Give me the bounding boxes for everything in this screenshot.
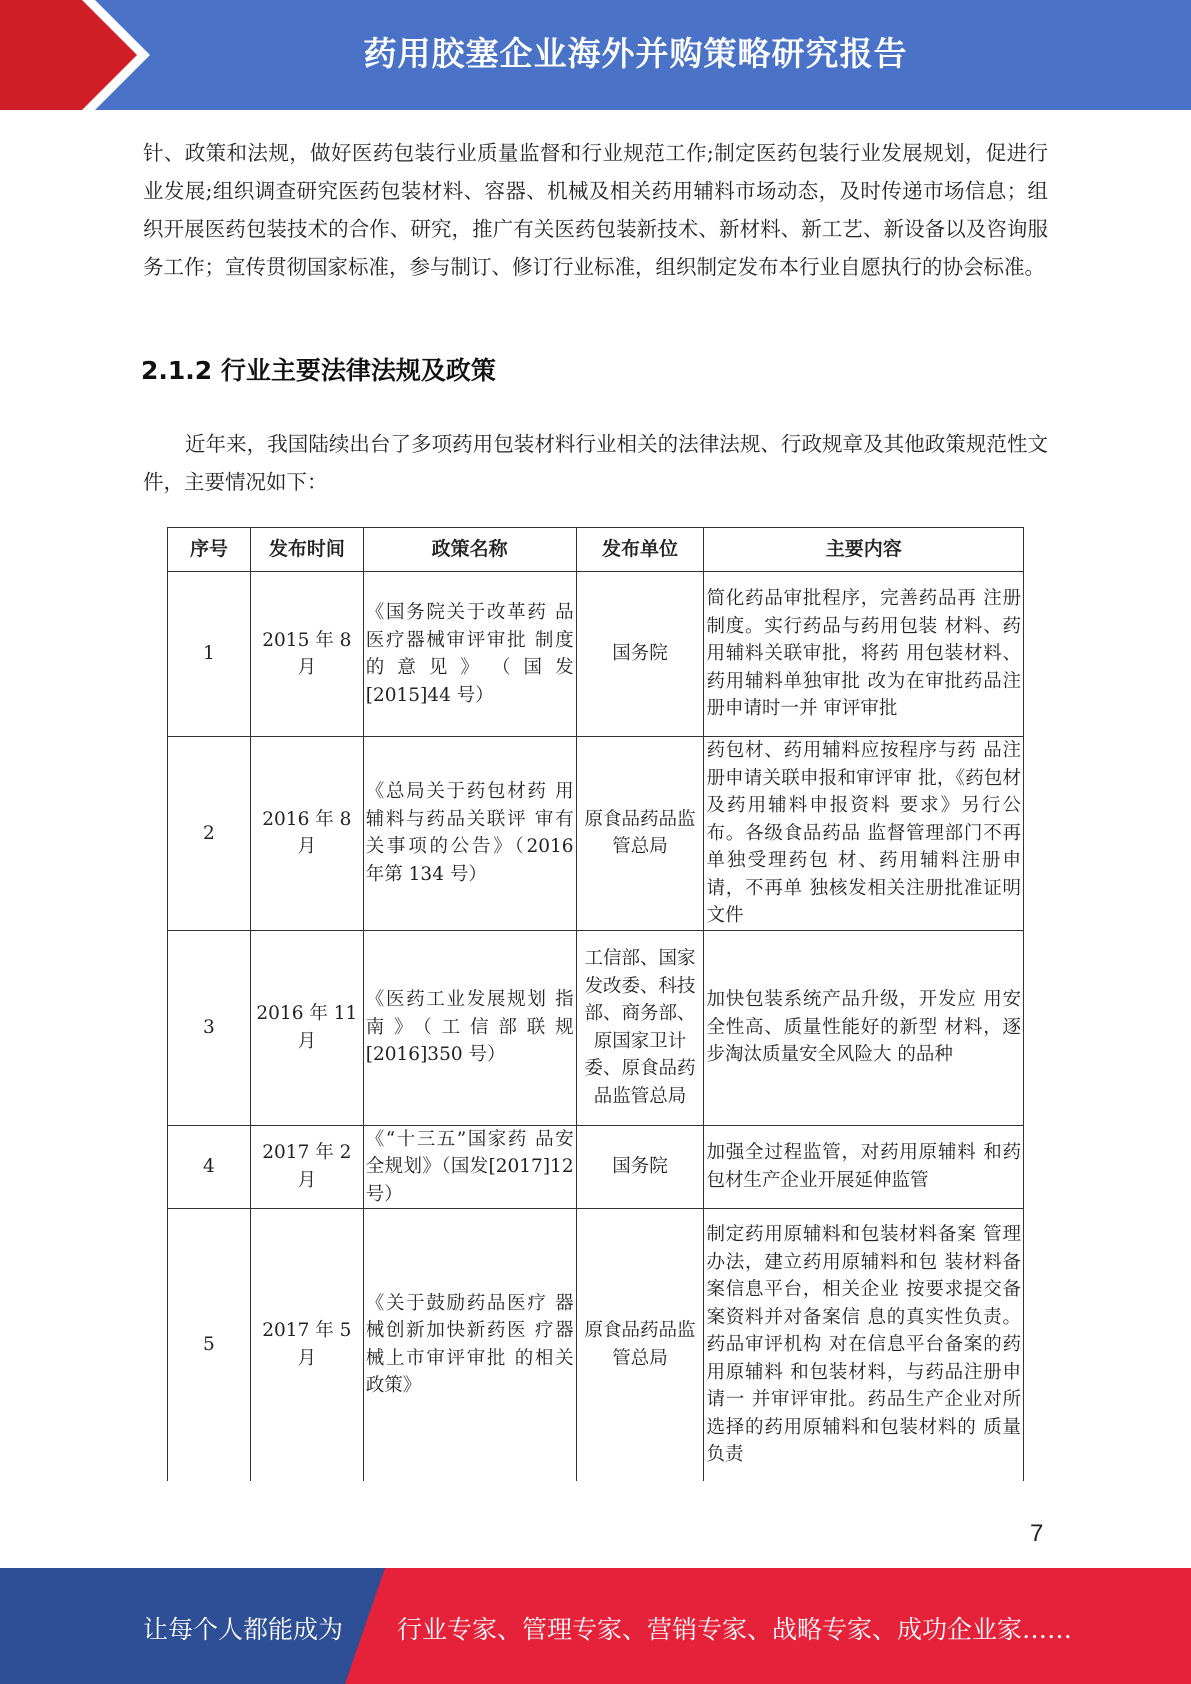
- header-issuer: 发布单位: [576, 528, 704, 572]
- cell-policy-name: 《关于鼓励药品医疗 器械创新加快新药医 疗器械上市审评审批 的相关政策》: [363, 1209, 576, 1481]
- cell-content: 药包材、药用辅料应按程序与药 品注册申请关联申报和审评审 批，《药包材及药用辅料申报资料 要求》另行公布。各级食品药品 监督管理部门不再单独受理药包 材、药用辅料注册申请，不再单 独核发相关注册批准证明文件: [704, 737, 1024, 931]
- section-heading: 2.1.2 行业主要法律法规及政策: [141, 356, 496, 385]
- report-title: 药用胶塞企业海外并购策略研究报告: [363, 34, 908, 73]
- cell-date: 2016 年 8 月: [250, 737, 363, 931]
- cell-issuer: 国务院: [576, 572, 704, 737]
- cell-no: 4: [168, 1125, 251, 1209]
- page-header: [0, 0, 1191, 110]
- cell-date: 2017 年 5 月: [250, 1209, 363, 1481]
- table-row: [168, 1209, 1024, 1481]
- header-no: 序号: [168, 528, 251, 572]
- section-paragraph: 近年来，我国陆续出台了多项药用包装材料行业相关的法律法规、行政规章及其他政策规范性文件，主要情况如下：: [143, 432, 1048, 494]
- policy-table: [167, 527, 1024, 1481]
- cell-policy-name: 《“十三五”国家药 品安全规划》（国发[2017]12 号）: [363, 1125, 576, 1209]
- cell-no: 1: [168, 572, 251, 737]
- cell-issuer: 原食品药品监管总局: [576, 737, 704, 931]
- page-footer: [0, 1568, 1191, 1684]
- cell-content: 加强全过程监管，对药用原辅料 和药包材生产企业开展延伸监管: [704, 1125, 1024, 1209]
- cell-date: 2017 年 2 月: [250, 1125, 363, 1209]
- footer-slogan-left: 让每个人都能成为: [143, 1615, 344, 1644]
- cell-no: 5: [168, 1209, 251, 1481]
- cell-no: 2: [168, 737, 251, 931]
- cell-date: 2016 年 11 月: [250, 930, 363, 1125]
- header-policy-name: 政策名称: [363, 528, 576, 572]
- table-header-row: [168, 528, 1024, 572]
- footer-slogan-right: 行业专家、管理专家、营销专家、战略专家、成功企业家……: [397, 1615, 1073, 1644]
- cell-policy-name: 《医药工业发展规划 指南》（工信部联规[2016]350 号）: [363, 930, 576, 1125]
- cell-content: 加快包装系统产品升级，开发应 用安全性高、质量性能好的新型 材料，逐步淘汰质量安全风险大 的品种: [704, 930, 1024, 1125]
- cell-content: 制定药用原辅料和包装材料备案 管理办法，建立药用原辅料和包 装材料备案信息平台，相关企业 按要求提交备案资料并对备案信 息的真实性负责。药品审评机构 对在信息平台备案的药用原辅料 和包装材料，与药品注册申请一 并审评审批。药品生产企业对所 选择的药用原辅料和包装材料的 质量负责: [704, 1209, 1024, 1481]
- cell-issuer: 工信部、国家发改委、科技部、商务部、原国家卫计委、原食品药品监管总局: [576, 930, 704, 1125]
- header-date: 发布时间: [250, 528, 363, 572]
- page-number: 7: [1030, 1520, 1044, 1547]
- intro-paragraph: 针、政策和法规，做好医药包装行业质量监督和行业规范工作;制定医药包装行业发展规划，促进行业发展;组织调查研究医药包装材料、容器、机械及相关药用辅料市场动态，及时传递市场信息；组织开展医药包装技术的合作、研究，推广有关医药包装新技术、新材料、新工艺、新设备以及咨询服务工作；宣传贯彻国家标准，参与制订、修订行业标准，组织制定发布本行业自愿执行的协会标准。: [143, 141, 1048, 279]
- cell-issuer: 原食品药品监管总局: [576, 1209, 704, 1481]
- cell-policy-name: 《国务院关于改革药 品医疗器械审评审批 制度的 意 见 》 （ 国 发[2015]44 号）: [363, 572, 576, 737]
- cell-date: 2015 年 8 月: [250, 572, 363, 737]
- table-row: [168, 737, 1024, 931]
- cell-policy-name: 《总局关于药包材药 用辅料与药品关联评 审有关事项的公告》（2016 年第 134 号）: [363, 737, 576, 931]
- cell-issuer: 国务院: [576, 1125, 704, 1209]
- table-row: [168, 1125, 1024, 1209]
- table-row: [168, 572, 1024, 737]
- cell-content: 简化药品审批程序，完善药品再 注册制度。实行药品与药用包装 材料、药用辅料关联审批，将药 用包装材料、药用辅料单独审批 改为在审批药品注册申请时一并 审评审批: [704, 572, 1024, 737]
- cell-no: 3: [168, 930, 251, 1125]
- table-row: [168, 930, 1024, 1125]
- header-content: 主要内容: [704, 528, 1024, 572]
